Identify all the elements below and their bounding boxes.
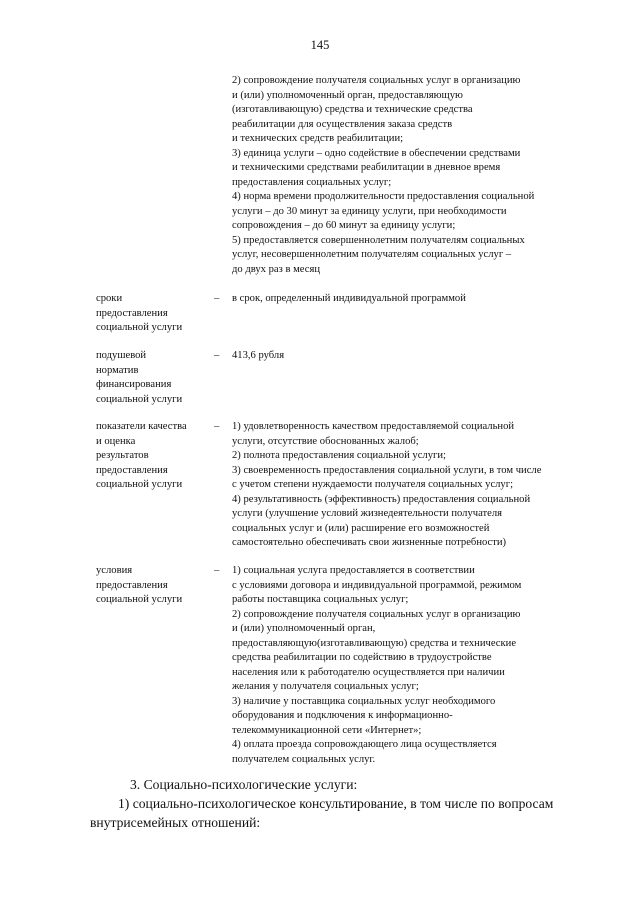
text-line: услуг, несовершеннолетним получателям социальных услуг – — [232, 249, 512, 260]
text-line: 4) норма времени продолжительности предоставления социальной — [232, 191, 535, 202]
text-line: предоставления — [96, 307, 168, 319]
text-line: оборудования и подключения к информационно- — [232, 710, 453, 721]
row-quality-indicators — [96, 420, 606, 551]
text-line: и техническими средствами реабилитации в дневное время — [232, 162, 501, 173]
text-line: (изготавливающую) средства и технические средства — [232, 104, 473, 115]
text-line: 413,6 рубля — [232, 350, 285, 361]
text-line: сопровождения – до 60 минут за единицу услуги; — [232, 220, 456, 231]
text-line: 5) предоставляется совершеннолетним получателям социальных — [232, 234, 525, 246]
row-conditions — [96, 564, 606, 767]
text-line: социальной услуги — [96, 594, 183, 605]
text-line: 2) полнота предоставления социальной услуги; — [232, 450, 446, 461]
row-text — [232, 420, 606, 551]
text-line: населения или к работодателю осуществляется при наличии — [232, 666, 505, 678]
row-label — [96, 349, 214, 407]
text-line: с учетом степени нуждаемости получателя социальных услуг; — [232, 479, 514, 490]
text-line: социальных услуг и (или) расширение его возможностей — [232, 522, 490, 534]
text-line: сроки — [96, 293, 123, 304]
text-line: подушевой — [96, 350, 147, 361]
row-dash: – — [214, 565, 220, 576]
row-text — [232, 564, 606, 767]
text-line: услуги (улучшение условий жизнедеятельности получателя — [232, 508, 502, 519]
row-dash: – — [214, 293, 220, 304]
page-number: 145 — [310, 38, 330, 52]
text-line: показатели качества — [96, 421, 187, 432]
row-text — [232, 349, 606, 407]
row-label — [96, 292, 214, 336]
section — [90, 775, 610, 832]
text-line: предоставляющую(изготавливающую) средства и технические — [232, 637, 517, 649]
text-line: услуги, отсутствие обоснованных жалоб; — [232, 435, 419, 447]
text-line: услуги – до 30 минут за единицу услуги, при необходимости — [232, 205, 507, 217]
text-line: средства реабилитации по содействию в трудоустройстве — [232, 652, 492, 663]
row-label — [96, 564, 214, 767]
text-line: и (или) уполномоченный орган, предоставляющую — [232, 89, 463, 101]
row-dash: – — [214, 350, 220, 361]
text-line: предоставления — [96, 464, 168, 476]
text-line: предоставления — [96, 579, 168, 591]
text-line: 4) оплата проезда сопровождающего лица осуществляется — [232, 739, 497, 750]
text-line: предоставления социальных услуг; — [232, 176, 392, 188]
text-line: и оценка — [96, 435, 136, 447]
text-line: до двух раз в месяц — [232, 263, 321, 275]
text-line: норматив — [96, 364, 139, 376]
text-line: результатов — [96, 450, 149, 461]
text-line: и технических средств реабилитации; — [232, 133, 404, 144]
row-label — [96, 420, 214, 551]
text-line: работы поставщика социальных услуг; — [232, 594, 409, 605]
text-line: социальной услуги — [96, 393, 183, 405]
text-line: желания у получателя социальных услуг; — [232, 681, 419, 692]
text-line: 3) единица услуги – одно содействие в обеспечении средствами — [232, 147, 521, 159]
section-item-line: 1) социально-психологическое консультирование, в том числе по вопросам — [118, 796, 554, 811]
text-line: с условиями договора и индивидуальной программой, режимом — [232, 579, 522, 591]
row-financing — [96, 349, 606, 407]
intro-text — [96, 74, 640, 277]
section-heading: 3. Социально-психологические услуги: — [130, 777, 358, 792]
text-line: социальной услуги — [96, 479, 183, 490]
text-line: условия — [96, 565, 133, 576]
text-line: финансирования — [96, 379, 172, 390]
text-line: 3) наличие у поставщика социальных услуг необходимого — [232, 695, 496, 707]
text-line: 3) своевременность предоставления социальной услуги, в том числе — [232, 464, 542, 476]
text-line: получателем социальных услуг. — [232, 753, 376, 765]
text-line: 2) сопровождение получателя социальных услуг в организацию — [232, 608, 521, 620]
text-line: телекоммуникационной сети «Интернет»; — [232, 724, 422, 736]
row-dash: – — [214, 421, 220, 432]
text-line: 4) результативность (эффективность) предоставления социальной — [232, 493, 531, 505]
text-line: 1) социальная услуга предоставляется в соответствии — [232, 565, 475, 576]
text-line: 2) сопровождение получателя социальных услуг в организацию — [232, 75, 521, 86]
row-text — [232, 292, 606, 336]
text-line: социальной услуги — [96, 322, 183, 333]
text-line: самостоятельно обеспечивать свои жизненные потребности) — [232, 537, 507, 548]
text-line: 1) удовлетворенность качеством предоставляемой социальной — [232, 421, 515, 432]
text-line: реабилитации для осуществления заказа средств — [232, 118, 453, 130]
row-deadline — [96, 292, 606, 336]
text-line: и (или) уполномоченный орган, — [232, 623, 376, 634]
section-item-line: внутрисемейных отношений: — [90, 815, 261, 830]
text-line: в срок, определенный индивидуальной программой — [232, 293, 466, 304]
